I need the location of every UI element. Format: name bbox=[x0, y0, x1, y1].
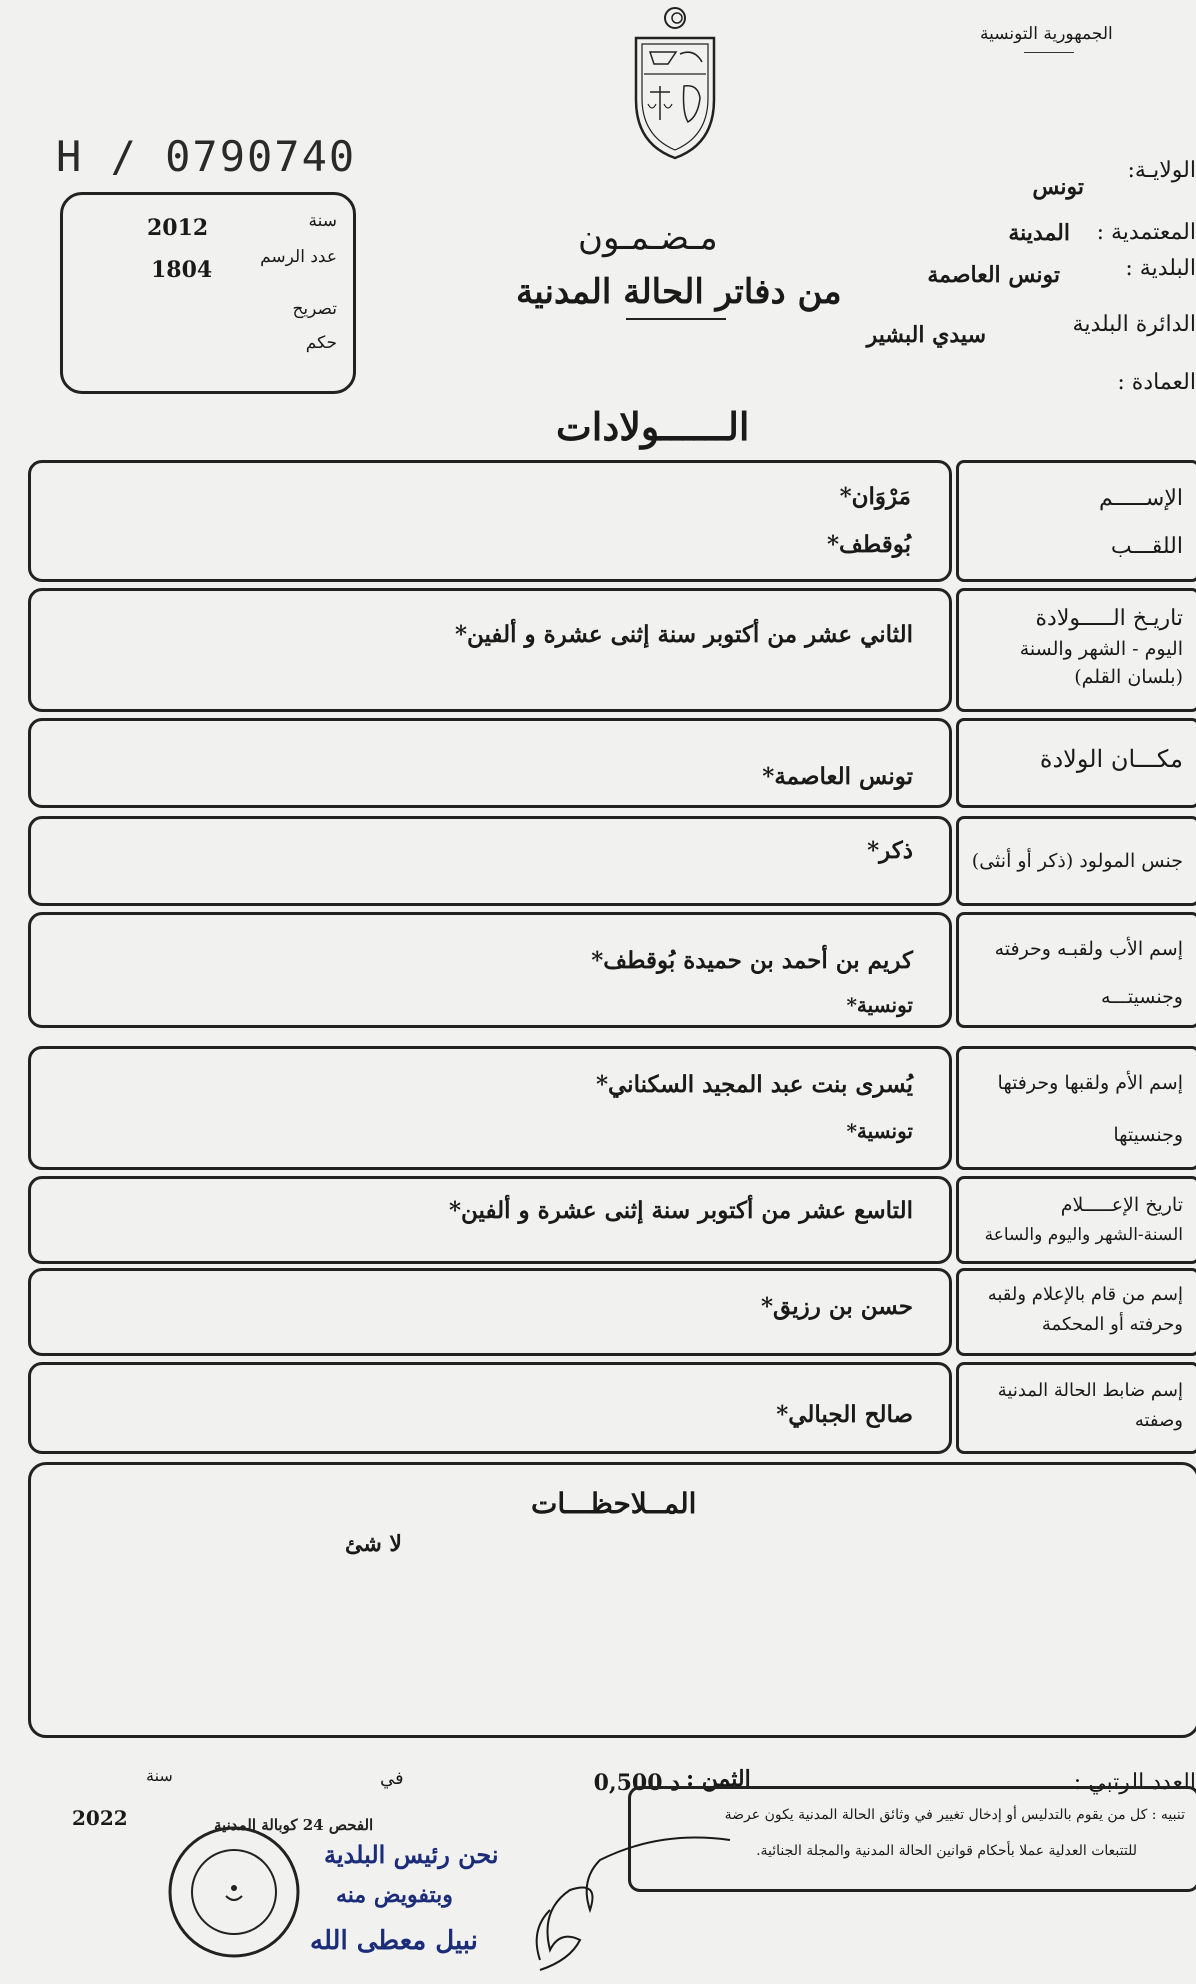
serial-number: H / 0790740 bbox=[56, 132, 357, 181]
officer-value: صالح الجبالي* bbox=[776, 1401, 913, 1428]
wilaya-label: الولايـة: bbox=[1127, 158, 1196, 183]
subtitle-underline bbox=[626, 318, 726, 320]
declaration-date-sublabel: السنة-الشهر واليوم والساعة bbox=[984, 1225, 1183, 1245]
birth-date-label: تاريـخ الـــــولادة bbox=[1035, 606, 1183, 631]
officer-label: إسم ضابط الحالة المدنية bbox=[997, 1380, 1183, 1401]
father-label: إسم الأب ولقبـه وحرفته bbox=[994, 938, 1183, 960]
mother-nationality-value: تونسية* bbox=[846, 1119, 913, 1143]
coat-of-arms-emblem bbox=[628, 4, 722, 162]
date-in-label: في bbox=[380, 1768, 404, 1789]
declarant-label: إسم من قام بالإعلام ولقبه bbox=[987, 1284, 1183, 1305]
birth-place-value: تونس العاصمة* bbox=[762, 763, 913, 790]
stamp-authority-line: نحن رئيس البلدية bbox=[324, 1840, 499, 1869]
registration-box bbox=[60, 192, 356, 394]
birth-place-label: مكـــان الولادة bbox=[1039, 745, 1183, 773]
header-divider bbox=[1024, 52, 1074, 53]
surname-label: اللقـــب bbox=[1110, 534, 1183, 559]
stamp-delegation-line: وبتفويض منه bbox=[336, 1882, 453, 1908]
mother-name-value: يُسرى بنت عبد المجيد السكناني* bbox=[595, 1071, 913, 1098]
mother-value-cell bbox=[28, 1046, 952, 1170]
officer-label-cell bbox=[956, 1362, 1196, 1454]
footer-year-value: 2022 bbox=[72, 1806, 128, 1830]
surname-value: بُوقطف* bbox=[827, 531, 911, 558]
document-subtitle: من دفاتر الحالة المدنية bbox=[516, 272, 842, 312]
declarant-label-cell bbox=[956, 1268, 1196, 1356]
declaration-date-value-cell bbox=[28, 1176, 952, 1264]
municipal-district-value: سيدي البشير bbox=[866, 322, 986, 348]
delegation-label: المعتمدية : bbox=[1096, 220, 1196, 245]
mother-label: إسم الأم ولقبها وحرفتها bbox=[997, 1072, 1183, 1094]
delegation-value: المدينة bbox=[1008, 220, 1070, 246]
father-nationality-value: تونسية* bbox=[846, 993, 913, 1017]
price-value: 0,500 د bbox=[593, 1770, 680, 1796]
official-round-stamp bbox=[164, 1822, 304, 1962]
birth-date-value: الثاني عشر من أكتوبر سنة إثنى عشرة و ألفين* bbox=[454, 621, 913, 648]
declarant-value-cell bbox=[28, 1268, 952, 1356]
notes-box bbox=[28, 1462, 1196, 1738]
municipal-district-label: الدائرة البلدية bbox=[1072, 312, 1196, 337]
birth-place-label-cell bbox=[956, 718, 1196, 808]
handwritten-signature bbox=[520, 1820, 740, 1980]
first-name-label: الإســـــم bbox=[1099, 486, 1183, 511]
municipality-value: تونس العاصمة bbox=[927, 262, 1060, 288]
sex-value-cell bbox=[28, 816, 952, 906]
municipality-label: البلدية : bbox=[1125, 256, 1196, 281]
birth-date-sublabel: اليوم - الشهر والسنة bbox=[1019, 638, 1183, 660]
stamp-header-text: الفحص 24 كوبالة المدنية bbox=[214, 1816, 374, 1834]
birth-place-value-cell bbox=[28, 718, 952, 808]
warning-line-1: تنبيه : كل من يقوم بالتدليس أو إدخال تغيير في وثائق الحالة المدنية يكون عرضة bbox=[724, 1807, 1185, 1823]
declarant-value: حسن بن رزيق* bbox=[761, 1293, 913, 1320]
father-label-cell bbox=[956, 912, 1196, 1028]
sex-value: ذكر* bbox=[867, 837, 913, 864]
declaration-date-label-cell bbox=[956, 1176, 1196, 1264]
price-label: الثمن : bbox=[686, 1766, 751, 1792]
father-name-value: كريم بن أحمد بن حميدة بُوقطف* bbox=[591, 947, 913, 974]
republic-label: الجمهورية التونسية bbox=[980, 24, 1113, 44]
year-label: سنة bbox=[308, 211, 337, 231]
officer-sublabel: وصفته bbox=[1134, 1410, 1183, 1431]
warning-line-2: للتتبعات العدلية عملا بأحكام قوانين الحالة المدنية والمجلة الجنائية. bbox=[756, 1843, 1137, 1859]
name-label-cell bbox=[956, 460, 1196, 582]
wilaya-value: تونس bbox=[1032, 174, 1084, 200]
declaration-date-label: تاريخ الإعـــــلام bbox=[1060, 1194, 1183, 1216]
mother-label-cell bbox=[956, 1046, 1196, 1170]
declaration-type-label: تصريح bbox=[292, 299, 337, 319]
year-value: 2012 bbox=[147, 215, 209, 241]
record-number-label: عدد الرسم bbox=[260, 247, 337, 267]
father-value-cell bbox=[28, 912, 952, 1028]
sex-label: جنس المولود (ذكر أو أنثى) bbox=[971, 850, 1183, 872]
name-value-cell bbox=[28, 460, 952, 582]
birth-date-note: (بلسان القلم) bbox=[1074, 666, 1183, 688]
mother-nationality-label: وجنسيتها bbox=[1113, 1124, 1183, 1146]
notes-value: لا شئ bbox=[345, 1531, 402, 1557]
first-name-value: مَرْوَان* bbox=[839, 483, 911, 510]
judgment-type-label: حكم bbox=[305, 333, 337, 353]
declaration-date-value: التاسع عشر من أكتوبر سنة إثنى عشرة و ألفين* bbox=[449, 1197, 913, 1224]
father-nationality-label: وجنسيتـــه bbox=[1101, 986, 1183, 1008]
declarant-sublabel: وحرفته أو المحكمة bbox=[1041, 1314, 1183, 1335]
serial-order-label: العدد الرتبي : bbox=[1073, 1770, 1196, 1795]
birth-date-label-cell bbox=[956, 588, 1196, 712]
footer-year-label: سنة bbox=[146, 1766, 173, 1785]
officer-value-cell bbox=[28, 1362, 952, 1454]
sex-label-cell bbox=[956, 816, 1196, 906]
stamp-official-name: نبيل معطى الله bbox=[310, 1926, 478, 1956]
omda-label: العمادة : bbox=[1117, 370, 1196, 395]
birth-date-value-cell bbox=[28, 588, 952, 712]
section-title-births: الــــــولادات bbox=[556, 404, 750, 449]
record-number-value: 1804 bbox=[151, 257, 213, 283]
notes-title: المــلاحظـــات bbox=[531, 1487, 697, 1520]
document-title: مـضـمـون bbox=[578, 218, 718, 258]
